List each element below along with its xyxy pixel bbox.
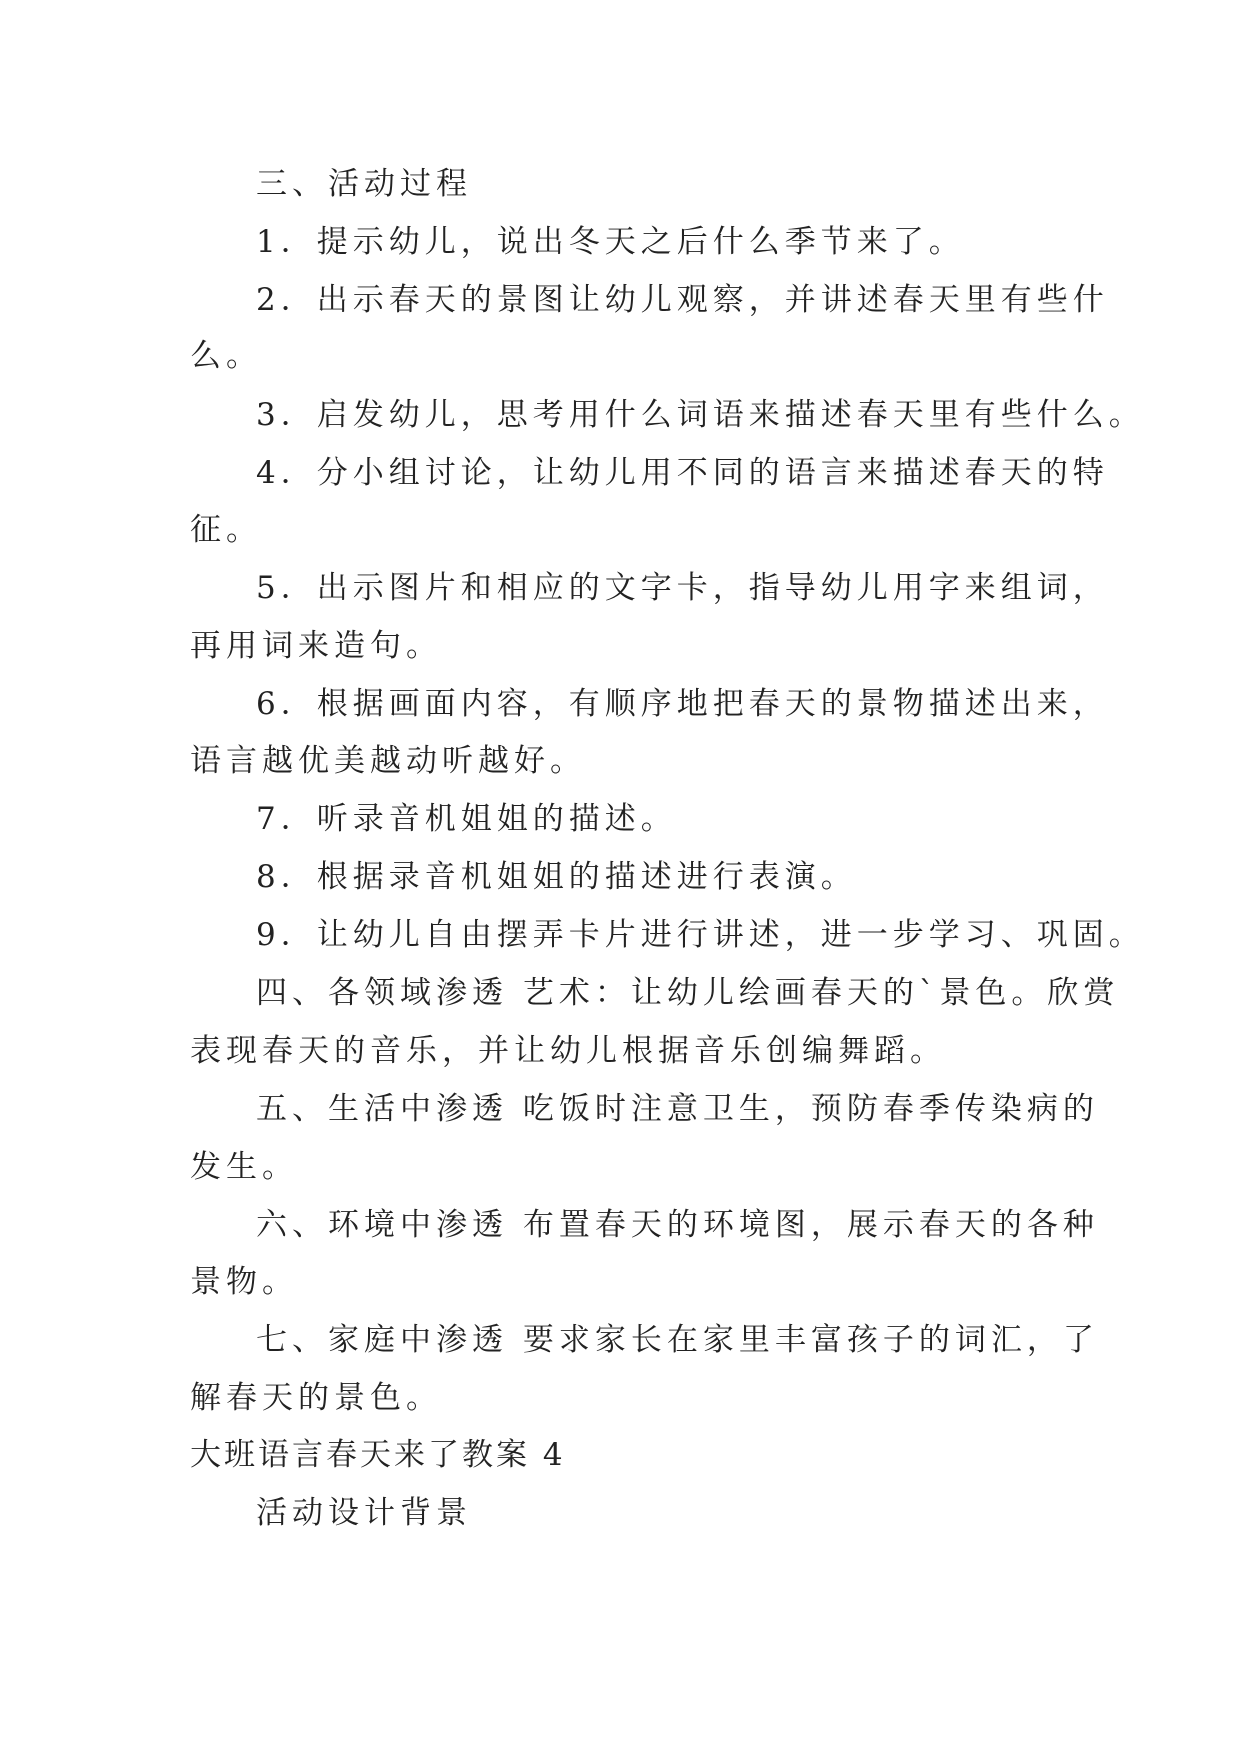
paragraph-line: 七、家庭中渗透 要求家长在家里丰富孩子的词汇，了 xyxy=(256,1322,1099,1358)
paragraph-line: 语言越优美越动听越好。 xyxy=(190,743,586,779)
paragraph-line: 7．听录音机姐姐的描述。 xyxy=(256,801,677,837)
paragraph-line: 征。 xyxy=(190,512,262,548)
paragraph-line: 五、生活中渗透 吃饭时注意卫生，预防春季传染病的 xyxy=(256,1091,1099,1127)
section-heading-activity-process: 三、活动过程 xyxy=(256,166,472,202)
paragraph-line: 表现春天的音乐，并让幼儿根据音乐创编舞蹈。 xyxy=(190,1033,946,1069)
paragraph-line: 发生。 xyxy=(190,1149,298,1185)
paragraph-line: 解春天的景色。 xyxy=(190,1380,442,1416)
paragraph-line: 再用词来造句。 xyxy=(190,628,442,664)
paragraph-line: 1．提示幼儿，说出冬天之后什么季节来了。 xyxy=(256,224,965,260)
paragraph-line: 六、环境中渗透 布置春天的环境图，展示春天的各种 xyxy=(256,1207,1099,1243)
paragraph-line: 景物。 xyxy=(190,1264,298,1300)
paragraph-line: 四、各领域渗透 艺术：让幼儿绘画春天的`景色。欣赏 xyxy=(256,975,1120,1011)
paragraph-line: 2．出示春天的景图让幼儿观察，并讲述春天里有些什 xyxy=(256,282,1109,318)
document-title: 大班语言春天来了教案 4 xyxy=(190,1437,566,1473)
paragraph-line: 5．出示图片和相应的文字卡，指导幼儿用字来组词， xyxy=(256,570,1109,606)
paragraph-line: 4．分小组讨论，让幼儿用不同的语言来描述春天的特 xyxy=(256,455,1109,491)
section-heading-design-background: 活动设计背景 xyxy=(256,1495,472,1531)
paragraph-line: 8．根据录音机姐姐的描述进行表演。 xyxy=(256,859,857,895)
paragraph-line: 么。 xyxy=(190,338,262,374)
paragraph-line: 6．根据画面内容，有顺序地把春天的景物描述出来， xyxy=(256,686,1109,722)
paragraph-line: 3．启发幼儿，思考用什么词语来描述春天里有些什么。 xyxy=(256,397,1145,433)
paragraph-line: 9．让幼儿自由摆弄卡片进行讲述，进一步学习、巩固。 xyxy=(256,917,1145,953)
